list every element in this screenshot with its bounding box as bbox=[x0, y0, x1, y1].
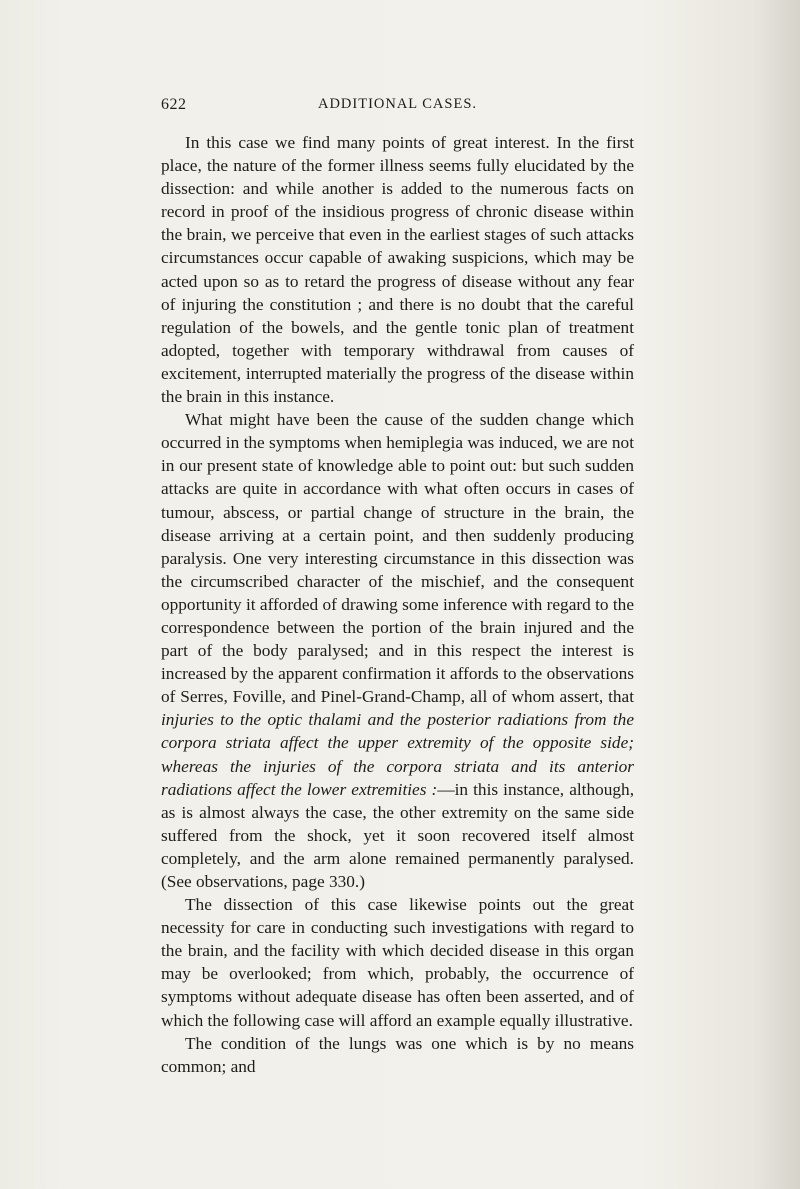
page-number: 622 bbox=[161, 96, 187, 113]
running-head: ADDITIONAL CASES. bbox=[317, 96, 478, 112]
paragraph-1: In this case we find many points of great interest. In the first place, the nature of the former illness seems fully elucidated by the dissection: and while another is added to the numerous facts on record in proof of the insidious progress of chronic disease within the brain, we perceive that even in the earliest stages of such attacks circumstances occur capable of awaking suspicions, which may be acted upon so as to retard the progress of disease without any fear of injuring the constitution ; and there is no doubt that the careful regulation of the bowels, and the gentle tonic plan of treatment adopted, together with temporary withdrawal from causes of excitement, interrupted materially the progress of the disease within the brain in this instance. bbox=[161, 133, 634, 407]
paragraph-2-start: What might have been the cause of the sudden change which occurred in the symptoms when hemiplegia was induced, we are not in our present state of knowledge able to point out: but such sudden attacks are quite in accordance with what often occurs in cases of tumour, abscess, or partial change of structure in the brain, the disease arriving at a certain point, and then suddenly producing paralysis. One very interesting circumstance in this dissection was the circumscribed character of the mischief, and the consequent opportunity it afforded of drawing some inference with regard to the correspondence between the portion of the brain injured and the part of the body paralysed; and in this respect the interest is increased by the apparent confirmation it affords to the observations of Serres, Foville, and Pinel-Grand-Champ, all of whom assert, that bbox=[161, 410, 634, 707]
paragraph-2-italic-quote: injuries to the optic thalami and the posterior radiations from the corpora striata affect the upper extremity of the opposite side; whereas the injuries of the corpora striata and its anterior radiations affect the lower extremities : bbox=[161, 710, 634, 799]
body-text bbox=[161, 131, 634, 1078]
paragraph-2-end: —in this instance, although, as is almost always the case, the other extremity on the same side suffered from the shock, yet it soon recovered itself almost completely, and the arm alone remained permanently paralysed. (See observations, page 330.) bbox=[161, 779, 635, 891]
paragraph-4: The condition of the lungs was one which is by no means common; and bbox=[161, 1033, 634, 1076]
paragraph-2 bbox=[161, 408, 634, 893]
page-header bbox=[161, 96, 634, 120]
paragraph-3: The dissection of this case likewise points out the great necessity for care in conducting such investigations with regard to the brain, and the facility with which decided disease in this organ may be overlooked; from which, probably, the occurrence of symptoms without adequate disease has often been asserted, and of which the following case will afford an example equally illustrative. bbox=[161, 895, 634, 1030]
